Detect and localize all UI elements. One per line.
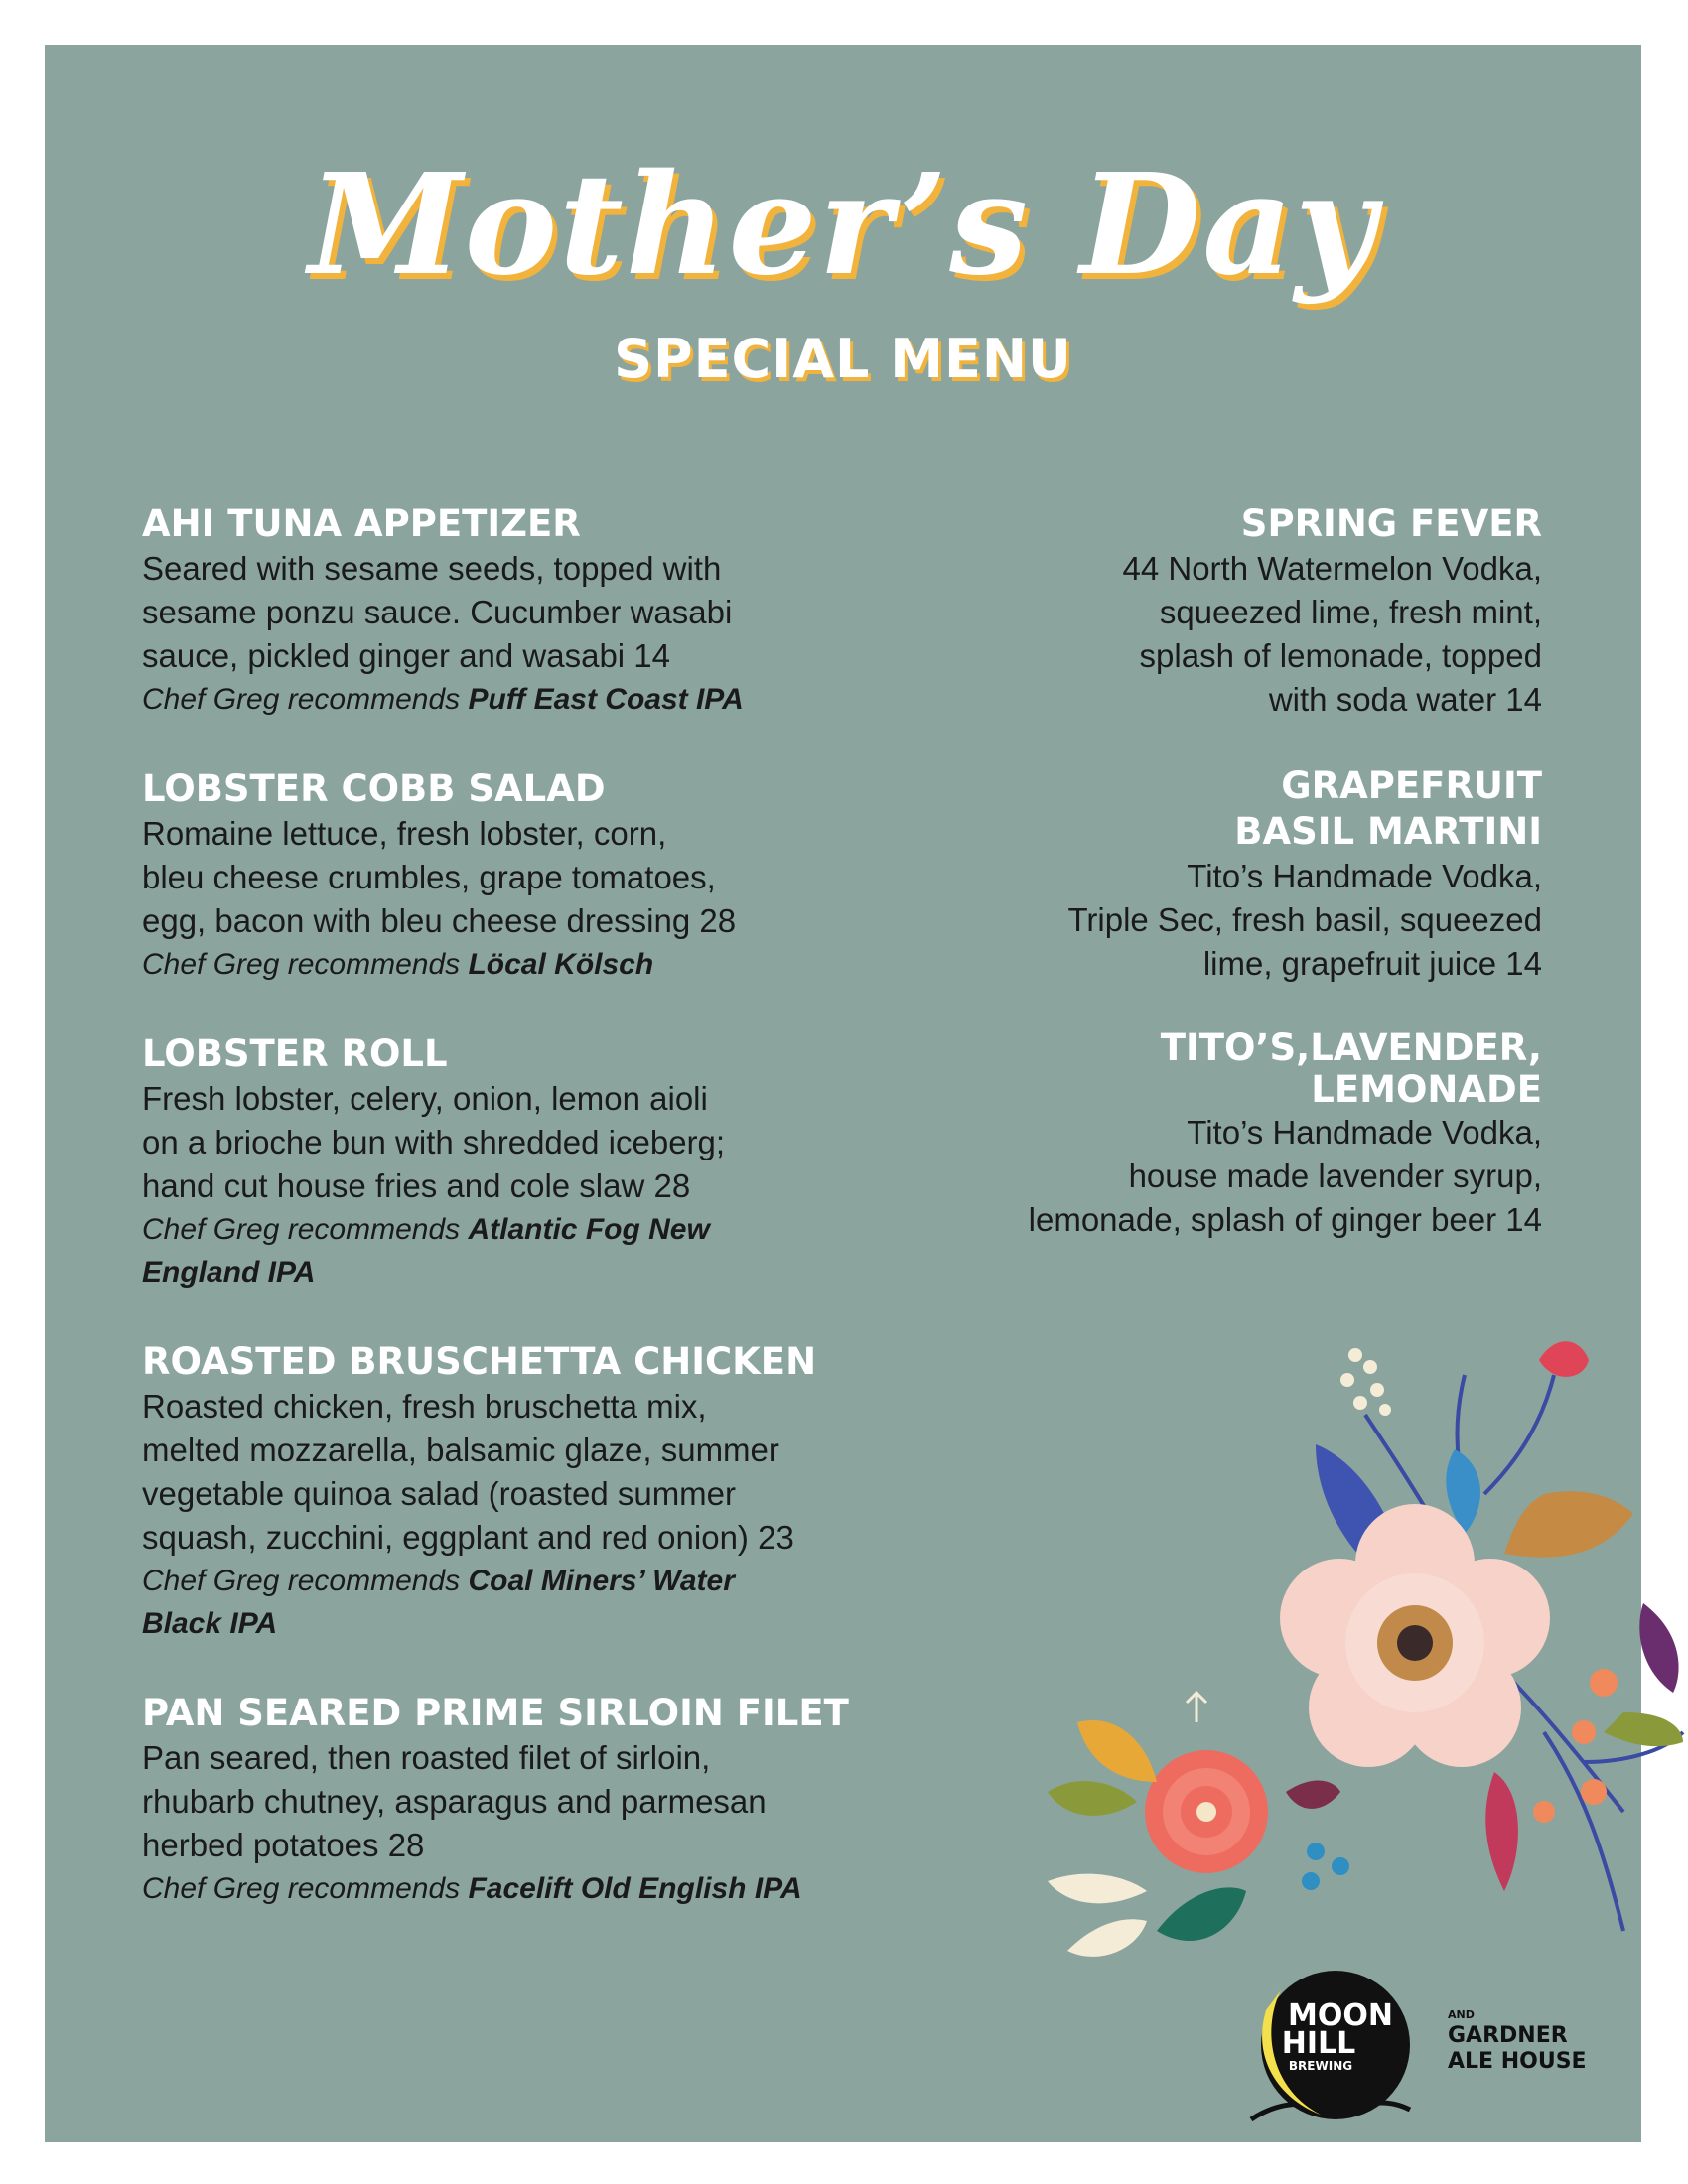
menu-item-lobster-cobb xyxy=(142,766,956,986)
menu-subtitle: SPECIAL MENU xyxy=(614,328,1072,390)
drink-name: SPRING FEVER xyxy=(1240,502,1542,545)
recommended-beer: Löcal Kölsch xyxy=(468,948,654,981)
recommended-beer: Atlantic Fog New England IPA xyxy=(142,1213,710,1289)
chef-recommendation xyxy=(142,1867,956,1910)
menu-item-lobster-roll xyxy=(142,1031,956,1294)
recommended-beer: Puff East Coast IPA xyxy=(468,683,744,716)
recommendation-prefix: Chef Greg recommends xyxy=(142,683,469,716)
drink-description: 44 North Watermelon Vodka, squeezed lime, fresh mint, splash of lemonade, topped with soda water 14 xyxy=(1122,550,1542,718)
drink-titos-lavender-lemonade xyxy=(938,1027,1542,1242)
logo-moon: MOON xyxy=(1288,1998,1393,2033)
item-description: Seared with sesame seeds, topped with sesame ponzu sauce. Cucumber wasabi sauce, pickled ginger and wasabi 14 xyxy=(142,550,733,674)
logo-ale-house: ALE HOUSE xyxy=(1448,2049,1587,2074)
chef-recommendation xyxy=(142,678,956,721)
menu-item-bruschetta-chicken xyxy=(142,1339,956,1645)
drink-spring-fever xyxy=(938,501,1542,722)
menu-item-ahi-tuna xyxy=(142,501,956,721)
drink-name: TITO’S,LAVENDER, LEMONADE xyxy=(1160,1026,1542,1111)
item-description: Romaine lettuce, fresh lobster, corn, bleu cheese crumbles, grape tomatoes, egg, bacon with bleu cheese dressing 28 xyxy=(142,815,737,939)
food-column xyxy=(142,501,956,1910)
drink-name: GRAPEFRUIT BASIL MARTINI xyxy=(1234,764,1542,853)
drink-description: Tito’s Handmade Vodka, Triple Sec, fresh basil, squeezed lime, grapefruit juice 14 xyxy=(1067,858,1542,982)
recommended-beer: Facelift Old English IPA xyxy=(468,1872,802,1905)
chef-recommendation xyxy=(142,943,956,986)
logo-hill: HILL xyxy=(1281,2026,1356,2061)
recommendation-prefix: Chef Greg recommends xyxy=(142,1872,469,1905)
drinks-column xyxy=(938,501,1542,1242)
item-name: PAN SEARED PRIME SIRLOIN FILET xyxy=(142,1692,849,1734)
recommendation-prefix: Chef Greg recommends xyxy=(142,948,469,981)
menu-panel xyxy=(45,45,1641,2142)
item-name: LOBSTER COBB SALAD xyxy=(142,767,606,810)
menu-item-sirloin-filet xyxy=(142,1691,956,1910)
logo-gardner: GARDNER xyxy=(1448,2023,1568,2048)
drink-grapefruit-basil-martini xyxy=(938,763,1542,986)
item-name: AHI TUNA APPETIZER xyxy=(142,502,581,545)
item-description: Fresh lobster, celery, onion, lemon aioli on a brioche bun with shredded iceberg; hand cut house fries and cole slaw 28 xyxy=(142,1080,726,1204)
drink-description: Tito’s Handmade Vodka, house made lavender syrup, lemonade, splash of ginger beer 14 xyxy=(1028,1114,1542,1238)
recommendation-prefix: Chef Greg recommends xyxy=(142,1565,469,1597)
item-name: LOBSTER ROLL xyxy=(142,1032,448,1075)
item-description: Pan seared, then roasted filet of sirloin, rhubarb chutney, asparagus and parmesan herbed potatoes 28 xyxy=(142,1739,767,1863)
item-name: ROASTED BRUSCHETTA CHICKEN xyxy=(142,1340,817,1383)
recommended-beer: Coal Miners’ Water Black IPA xyxy=(142,1565,735,1640)
menu-title: Mother’s Day xyxy=(308,144,1378,307)
logo-brewing: BREWING xyxy=(1288,2059,1353,2073)
brewery-logo xyxy=(1221,1951,1618,2139)
logo-and: AND xyxy=(1448,2008,1475,2021)
item-description: Roasted chicken, fresh bruschetta mix, melted mozzarella, balsamic glaze, summer vegetable quinoa salad (roasted summer squash, zucchini, eggplant and red onion) 23 xyxy=(142,1388,794,1556)
recommendation-prefix: Chef Greg recommends xyxy=(142,1213,469,1246)
chef-recommendation xyxy=(142,1208,758,1294)
chef-recommendation xyxy=(142,1560,738,1645)
